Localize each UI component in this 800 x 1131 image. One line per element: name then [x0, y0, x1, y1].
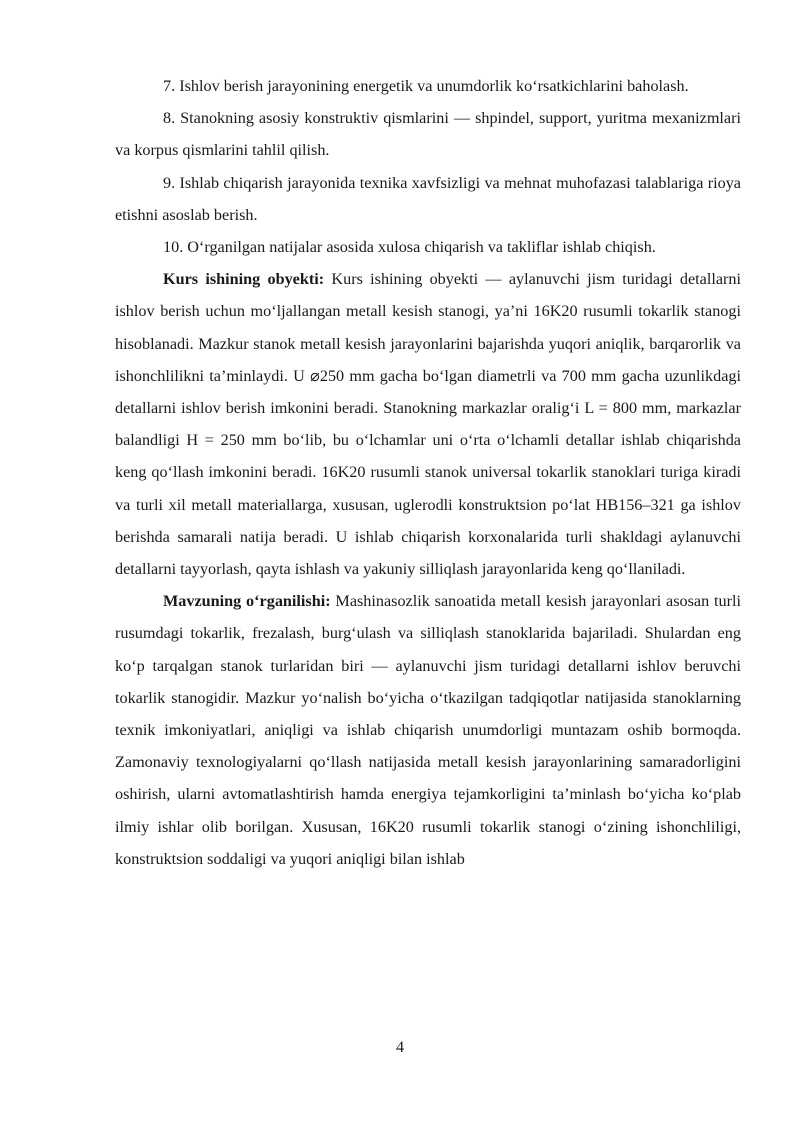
study-heading: Mavzuning o‘rganilishi: — [163, 592, 331, 611]
object-text: Kurs ishining obyekti — aylanuvchi jism turidagi detallarni ishlov berish uchun mo‘ljallangan metall kesish stanogi, ya’ni 16K20 rusumli tokarlik stanogi hisoblanadi. Mazkur stanok metall kesish jarayonlarini bajarishda yuqori aniqlik, barqarorlik va ishonchlilikni ta’minlaydi. U ⌀250 mm gacha bo‘lgan diametrli va 700 mm gacha uzunlikdagi detallarni ishlov berish imkonini beradi. Stanokning markazlar oralig‘i L = 800 mm, markazlar balandligi H = 250 mm bo‘lib, bu o‘lchamlar uni o‘rta o‘lchamli detallar ishlab chiqarishda keng qo‘llash imkonini beradi. 16K20 rusumli stanok universal tokarlik stanoklari turiga kiradi va turli xil metall materiallarga, xususan, uglerodli konstruktsion po‘lat HB156–321 ga ishlov berishda samarali natija beradi. U ishlab chiqarish korxonalarida turli shakldagi aylanuvchi detallarni tayyorlash, qayta ishlash va yakuniy silliqlash jarayonlarida keng qo‘llaniladi. — [115, 270, 741, 579]
list-item-8: 8. Stanokning asosiy konstruktiv qismlarini — shpindel, support, yuritma mexanizmlari va korpus qismlarini tahlil qilish. — [115, 109, 741, 160]
document-page — [115, 70, 741, 875]
list-item-10: 10. O‘rganilgan natijalar asosida xulosa chiqarish va takliflar ishlab chiqish. — [163, 238, 656, 257]
list-item-7: 7. Ishlov berish jarayonining energetik va unumdorlik ko‘rsatkichlarini baholash. — [163, 77, 689, 95]
page-number: 4 — [395, 1038, 405, 1056]
object-heading: Kurs ishining obyekti: — [163, 270, 325, 289]
object-paragraph — [115, 263, 741, 585]
study-text: Mashinasozlik sanoatida metall kesish jarayonlari asosan turli rusumdagi tokarlik, frezalash, burg‘ulash va silliqlash stanoklarida bajariladi. Shulardan eng ko‘p tarqalgan stanok turlaridan biri — aylanuvchi jism turidagi detallarni ishlov beruvchi tokarlik stanogidir. Mazkur yo‘nalish bo‘yicha o‘tkazilgan tadqiqotlar natijasida stanoklarning texnik imkoniyatlari, aniqligi va ishlab chiqarish unumdorligi muntazam oshib bormoqda. Zamonaviy texnologiyalarni qo‘llash natijasida metall kesish jarayonlarining samaradorligini oshirish, ularni avtomatlashtirish hamda energiya tejamkorligini ta’minlash bo‘yicha ko‘plab ilmiy ishlar olib borilgan. Xususan, 16K20 rusumli tokarlik stanogi o‘zining ishonchliligi, konstruktsion soddaligi va yuqori aniqligi bilan ishlab — [115, 592, 741, 868]
list-item-9: 9. Ishlab chiqarish jarayonida texnika xavfsizligi va mehnat muhofazasi talablariga rioya etishni asoslab berish. — [115, 173, 741, 224]
study-paragraph — [115, 585, 741, 875]
